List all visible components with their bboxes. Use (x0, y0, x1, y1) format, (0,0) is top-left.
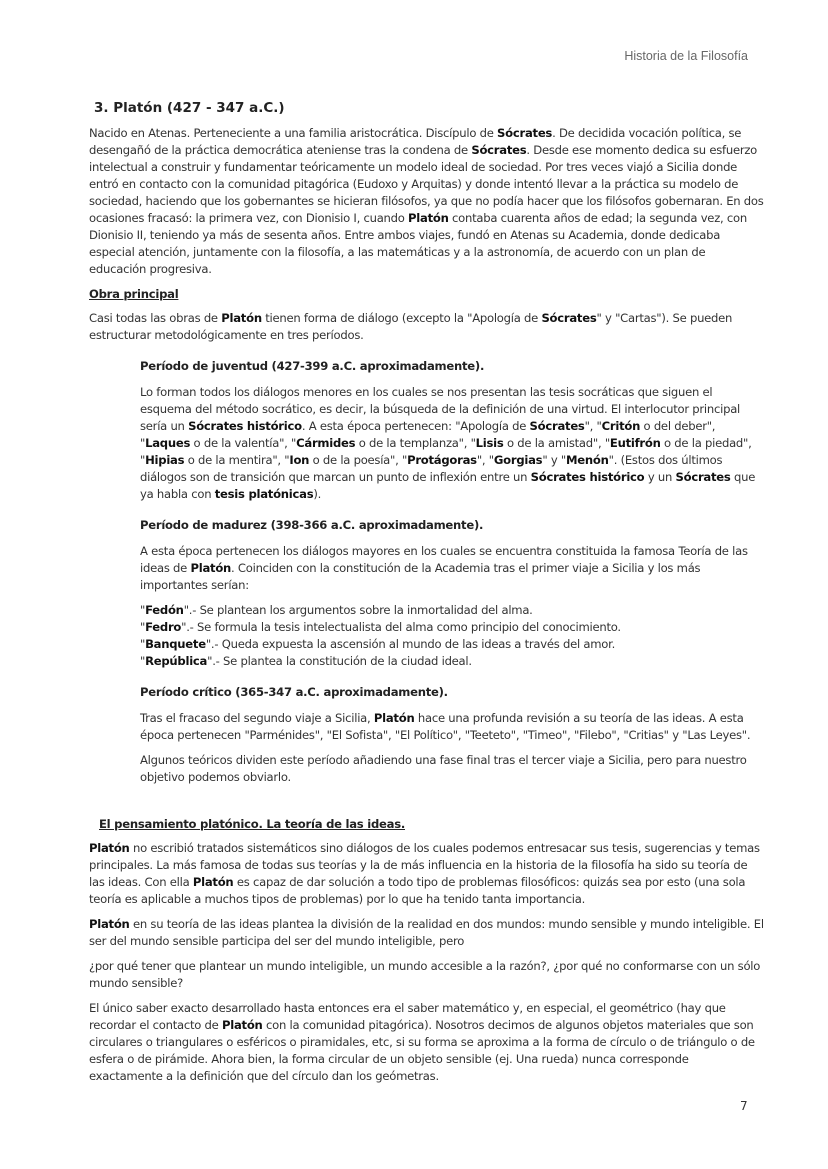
text-run: ".- Se formula la tesis intelectualista del alma como principio del conocimiento. (181, 620, 621, 634)
text-run: y un (644, 470, 676, 484)
text-run: en su teoría de las ideas plantea la división de la realidad en dos mundos: mundo sensible y mundo inteligible. El ser del mundo sensible participa del ser del mundo inteligible, pero (89, 917, 764, 948)
text-run: " (140, 654, 146, 668)
bold-text: Fedón (145, 603, 184, 617)
bold-text: Eutifrón (609, 436, 661, 450)
text-run: o del deber", " (140, 419, 716, 450)
intro-paragraph (89, 125, 764, 278)
text-run: hace una profunda revisión a su teoría de las ideas. A esta época pertenecen "Parménides", "El Sofista", "El Político", "Teeteto", "Timeo", "Filebo", "Critias" y "Las Leyes". (140, 711, 751, 742)
text-run: ".- Se plantea la constitución de la ciudad ideal. (207, 654, 472, 668)
bold-text: Platón (373, 711, 415, 725)
text-run: ".- Se plantean los argumentos sobre la inmortalidad del alma. (183, 603, 533, 617)
text-run: ", " (584, 419, 602, 433)
text-run: . Desde ese momento dedica su esfuerzo intelectual a construir y fundamentar teóricamente un modelo ideal de sociedad. Por tres veces viajó a Sicilia donde entró en contacto con la comunidad pitagórica (Eudoxo y Arquitas) y donde intentó llevar a la práctica su modelo de sociedad, haciendo que los gobernantes se hicieran filósofos, ya que no podía hacer que los filósofos gobernaran. En dos ocasiones fracasó: la primera vez, con Dionisio I, cuando (89, 143, 764, 225)
obra-heading: Obra principal (89, 287, 179, 301)
bold-text: Ion (289, 453, 310, 467)
critico-paragraph (140, 710, 764, 744)
bold-text: Banquete (145, 637, 206, 651)
bold-text: Platón (89, 841, 130, 855)
bold-text: Sócrates (541, 311, 597, 325)
bold-text: Sócrates (529, 419, 585, 433)
list-item (140, 619, 764, 636)
juventud-heading: Período de juventud (427-399 a.C. aproximadamente). (140, 359, 485, 373)
bold-text: Menón (566, 453, 609, 467)
text-run: Tras el fracaso del segundo viaje a Sicilia, (140, 711, 374, 725)
text-run: o de la poesía", " (309, 453, 408, 467)
bold-text: Fedro (145, 620, 182, 634)
text-run: que ya habla con (140, 470, 756, 501)
bold-text: Sócrates histórico (530, 470, 645, 484)
text-run: no escribió tratados sistemáticos sino diálogos de los cuales podemos entresacar sus tesis, sugerencias y temas principales. La más famosa de todas sus teorías y la de más influencia en la historia de la filosofía ha sido su teoría de las ideas. Con ella (89, 841, 760, 889)
list-item (140, 636, 764, 653)
bold-text: Platón (221, 311, 262, 325)
madurez-heading: Período de madurez (398-366 a.C. aproximadamente). (140, 518, 484, 532)
list-item (140, 653, 764, 670)
text-run: . De decidida vocación política, se desengañó de la práctica democrática ateniense tras la condena de (89, 126, 742, 157)
text-run: El único saber exacto desarrollado hasta entonces era el saber matemático y, en especial, el geométrico (hay que recordar el contacto de (89, 1001, 726, 1032)
text-run: ". (Estos dos últimos diálogos son de transición que marcan un punto de inflexión entre un (140, 453, 723, 484)
madurez-list (140, 602, 764, 670)
text-run: . A esta época pertenecen: "Apología de (301, 419, 530, 433)
list-item (140, 602, 764, 619)
text-run: Lo forman todos los diálogos menores en los cuales se nos presentan las tesis socráticas que siguen el esquema del método socrático, es decir, la búsqueda de la definición de una virtud. El interlocutor principal sería un (140, 385, 741, 433)
pensamiento-paragraph (89, 958, 764, 992)
text-run: " y " (542, 453, 566, 467)
text-run: ). (313, 487, 322, 501)
bold-text: Sócrates (675, 470, 731, 484)
bold-text: Laques (145, 436, 191, 450)
text-run: Nacido en Atenas. Perteneciente a una familia aristocrática. Discípulo de (89, 126, 498, 140)
text-run: ", " (476, 453, 494, 467)
bold-text: Platón (408, 211, 449, 225)
text-run: Algunos teóricos dividen este período añadiendo una fase final tras el tercer viaje a Sicilia, pero para nuestro objetivo podemos obviarlo. (140, 753, 747, 784)
text-run: ¿por qué tener que plantear un mundo inteligible, un mundo accesible a la razón?, ¿por qué no conformarse con un sólo mundo sensible? (89, 959, 761, 990)
text-run: " (140, 603, 146, 617)
text-run: . Coinciden con la constitución de la Academia tras el primer viaje a Sicilia y los más importantes serían: (140, 561, 701, 592)
bold-text: Platón (221, 1018, 263, 1032)
text-run: " (140, 637, 146, 651)
text-run: o de la amistad", " (503, 436, 610, 450)
text-run: Casi todas las obras de (89, 311, 222, 325)
bold-text: Lisis (475, 436, 504, 450)
pensamiento-heading: El pensamiento platónico. La teoría de las ideas. (99, 817, 406, 831)
text-run: o de la piedad", " (140, 436, 752, 467)
critico-paragraph (140, 752, 764, 786)
text-run: con la comunidad pitagórica). Nosotros decimos de algunos objetos materiales que son circulares o triangulares o esféricos o piramidales, etc, si su forma se aproxima a la forma de círculo o de triángulo o de esfera o de pirámide. Ahora bien, la forma circular de un objeto sensible (ej. Una rueda) nunca corresponde exactamente a la definición que del círculo dan los geómetras. (89, 1018, 755, 1083)
bold-text: Platón (89, 917, 130, 931)
text-run: es capaz de dar solución a todo tipo de problemas filosóficos: quizás sea por esto (una sola teoría es aplicable a muchos tipos de problemas) por lo que ha tenido tanta importancia. (89, 875, 746, 906)
document-body (89, 100, 764, 1093)
text-run: tienen forma de diálogo (excepto la "Apología de (261, 311, 542, 325)
bold-text: Critón (601, 419, 641, 433)
pensamiento-paragraph (89, 1000, 764, 1085)
text-run: A esta época pertenecen los diálogos mayores en los cuales se encuentra constituida la famosa Teoría de las ideas de (140, 544, 748, 575)
text-run: o de la valentía", " (190, 436, 297, 450)
page-number: 7 (740, 1099, 748, 1113)
bold-text: tesis platónicas (214, 487, 314, 501)
bold-text: Sócrates (497, 126, 553, 140)
obra-intro-paragraph (89, 310, 764, 344)
text-run: ".- Queda expuesta la ascensión al mundo de las ideas a través del amor. (205, 637, 616, 651)
bold-text: República (145, 654, 208, 668)
critico-heading: Período crítico (365-347 a.C. aproximadamente). (140, 685, 448, 699)
bold-text: Platón (190, 561, 232, 575)
bold-text: Protágoras (407, 453, 477, 467)
section-title: 3. Platón (427 - 347 a.C.) (94, 100, 285, 116)
pensamiento-paragraph (89, 916, 764, 950)
running-header: Historia de la Filosofía (624, 49, 748, 63)
madurez-paragraph (140, 543, 764, 594)
bold-text: Gorgias (493, 453, 543, 467)
bold-text: Sócrates histórico (188, 419, 302, 433)
bold-text: Platón (192, 875, 234, 889)
bold-text: Cármides (296, 436, 356, 450)
text-run: contaba cuarenta años de edad; la segunda vez, con Dionisio II, teniendo ya más de sesenta años. Entre ambos viajes, fundó en Atenas su Academia, donde dedicaba especial atención, juntamente con la filosofía, a las matemáticas y a la astronomía, de acuerdo con un plan de educación progresiva. (89, 211, 747, 276)
pensamiento-paragraph (89, 840, 764, 908)
text-run: o de la mentira", " (184, 453, 290, 467)
bold-text: Hipias (145, 453, 185, 467)
text-run: " y "Cartas"). Se pueden estructurar metodológicamente en tres períodos. (89, 311, 733, 342)
text-run: " (140, 620, 146, 634)
juventud-paragraph (140, 384, 764, 503)
bold-text: Sócrates (471, 143, 527, 157)
text-run: o de la templanza", " (355, 436, 476, 450)
